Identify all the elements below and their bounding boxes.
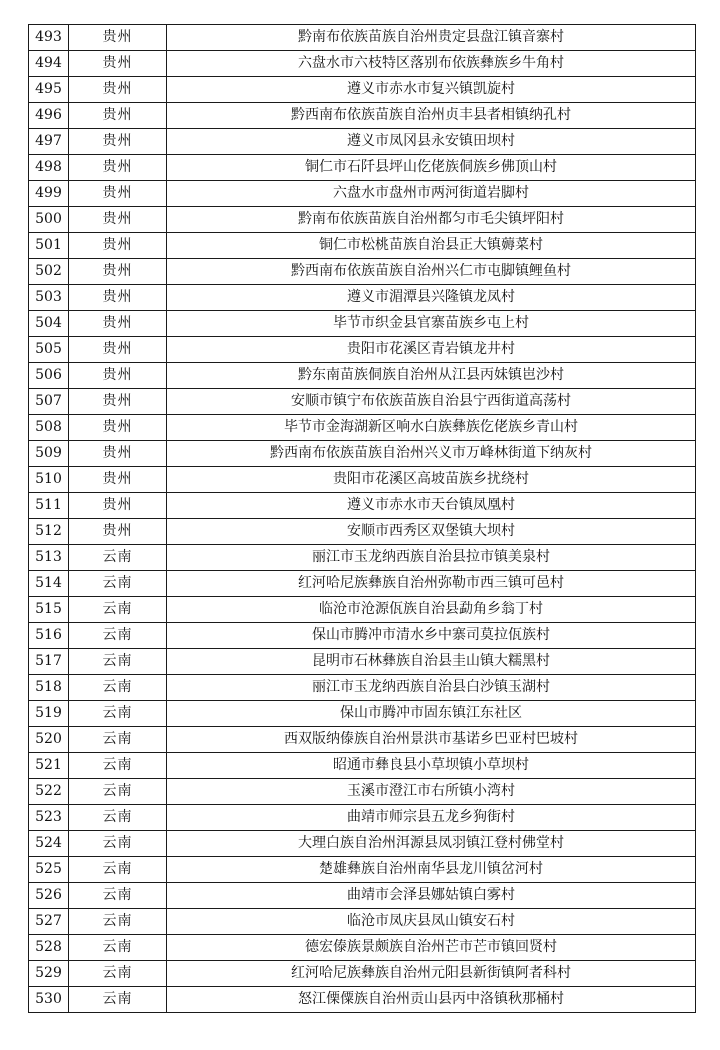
row-number-cell: 529 [29,961,69,987]
table-row [29,441,696,467]
row-number-cell: 504 [29,311,69,337]
village-name-cell: 铜仁市石阡县坪山仡佬族侗族乡佛顶山村 [167,155,696,181]
province-cell: 云南 [69,883,167,909]
village-name-cell: 保山市腾冲市固东镇江东社区 [167,701,696,727]
row-number-cell: 500 [29,207,69,233]
province-cell: 贵州 [69,519,167,545]
village-name-cell: 楚雄彝族自治州南华县龙川镇岔河村 [167,857,696,883]
province-cell: 云南 [69,649,167,675]
row-number-cell: 499 [29,181,69,207]
table-row [29,701,696,727]
province-cell: 贵州 [69,129,167,155]
row-number-cell: 522 [29,779,69,805]
table-row [29,77,696,103]
province-cell: 贵州 [69,207,167,233]
province-cell: 贵州 [69,155,167,181]
row-number-cell: 510 [29,467,69,493]
village-name-cell: 黔西南布依族苗族自治州兴义市万峰林街道下纳灰村 [167,441,696,467]
row-number-cell: 493 [29,25,69,51]
row-number-cell: 507 [29,389,69,415]
row-number-cell: 516 [29,623,69,649]
row-number-cell: 502 [29,259,69,285]
table-row [29,25,696,51]
province-cell: 云南 [69,857,167,883]
table-row [29,493,696,519]
table-row [29,259,696,285]
table-row [29,233,696,259]
province-cell: 云南 [69,675,167,701]
table-row [29,181,696,207]
row-number-cell: 520 [29,727,69,753]
table-row [29,961,696,987]
village-name-cell: 黔西南布依族苗族自治州兴仁市屯脚镇鲤鱼村 [167,259,696,285]
table-row [29,779,696,805]
row-number-cell: 513 [29,545,69,571]
village-name-cell: 西双版纳傣族自治州景洪市基诺乡巴亚村巴坡村 [167,727,696,753]
table-row [29,155,696,181]
row-number-cell: 530 [29,987,69,1013]
village-name-cell: 保山市腾冲市清水乡中寨司莫拉佤族村 [167,623,696,649]
row-number-cell: 521 [29,753,69,779]
table-row [29,103,696,129]
row-number-cell: 505 [29,337,69,363]
village-name-cell: 安顺市镇宁布依族苗族自治县宁西街道高荡村 [167,389,696,415]
row-number-cell: 509 [29,441,69,467]
village-name-cell: 昆明市石林彝族自治县圭山镇大糯黑村 [167,649,696,675]
province-cell: 贵州 [69,493,167,519]
village-name-cell: 玉溪市澄江市右所镇小湾村 [167,779,696,805]
village-name-cell: 曲靖市师宗县五龙乡狗街村 [167,805,696,831]
row-number-cell: 508 [29,415,69,441]
province-cell: 云南 [69,831,167,857]
row-number-cell: 515 [29,597,69,623]
table-row [29,935,696,961]
village-name-cell: 黔南布依族苗族自治州都匀市毛尖镇坪阳村 [167,207,696,233]
province-cell: 贵州 [69,25,167,51]
province-cell: 云南 [69,597,167,623]
village-name-cell: 红河哈尼族彝族自治州弥勒市西三镇可邑村 [167,571,696,597]
province-cell: 云南 [69,727,167,753]
row-number-cell: 526 [29,883,69,909]
row-number-cell: 524 [29,831,69,857]
row-number-cell: 527 [29,909,69,935]
village-name-cell: 六盘水市盘州市两河街道岩脚村 [167,181,696,207]
row-number-cell: 512 [29,519,69,545]
province-cell: 云南 [69,909,167,935]
province-cell: 贵州 [69,363,167,389]
table-row [29,675,696,701]
village-name-cell: 铜仁市松桃苗族自治县正大镇薅菜村 [167,233,696,259]
row-number-cell: 511 [29,493,69,519]
row-number-cell: 514 [29,571,69,597]
table-row [29,285,696,311]
row-number-cell: 523 [29,805,69,831]
table-row [29,909,696,935]
table-row [29,389,696,415]
table-row [29,207,696,233]
row-number-cell: 528 [29,935,69,961]
village-list-body [29,25,696,1013]
table-row [29,467,696,493]
village-name-cell: 丽江市玉龙纳西族自治县白沙镇玉湖村 [167,675,696,701]
province-cell: 云南 [69,571,167,597]
province-cell: 贵州 [69,285,167,311]
village-name-cell: 临沧市沧源佤族自治县勐角乡翁丁村 [167,597,696,623]
province-cell: 贵州 [69,233,167,259]
table-row [29,805,696,831]
village-name-cell: 黔东南苗族侗族自治州从江县丙妹镇岜沙村 [167,363,696,389]
village-name-cell: 临沧市凤庆县凤山镇安石村 [167,909,696,935]
province-cell: 贵州 [69,311,167,337]
province-cell: 贵州 [69,77,167,103]
province-cell: 云南 [69,753,167,779]
row-number-cell: 519 [29,701,69,727]
row-number-cell: 525 [29,857,69,883]
table-row [29,129,696,155]
province-cell: 云南 [69,623,167,649]
province-cell: 贵州 [69,259,167,285]
village-name-cell: 毕节市织金县官寨苗族乡屯上村 [167,311,696,337]
village-name-cell: 怒江傈僳族自治州贡山县丙中洛镇秋那桶村 [167,987,696,1013]
table-row [29,597,696,623]
row-number-cell: 497 [29,129,69,155]
table-row [29,519,696,545]
village-name-cell: 红河哈尼族彝族自治州元阳县新街镇阿者科村 [167,961,696,987]
table-row [29,883,696,909]
row-number-cell: 501 [29,233,69,259]
province-cell: 贵州 [69,389,167,415]
table-row [29,857,696,883]
village-name-cell: 毕节市金海湖新区响水白族彝族仡佬族乡青山村 [167,415,696,441]
village-name-cell: 贵阳市花溪区青岩镇龙井村 [167,337,696,363]
row-number-cell: 518 [29,675,69,701]
row-number-cell: 495 [29,77,69,103]
province-cell: 云南 [69,987,167,1013]
table-row [29,415,696,441]
village-name-cell: 安顺市西秀区双堡镇大坝村 [167,519,696,545]
village-name-cell: 黔南布依族苗族自治州贵定县盘江镇音寨村 [167,25,696,51]
village-name-cell: 遵义市赤水市天台镇凤凰村 [167,493,696,519]
province-cell: 云南 [69,701,167,727]
province-cell: 贵州 [69,337,167,363]
province-cell: 贵州 [69,181,167,207]
village-name-cell: 遵义市凤冈县永安镇田坝村 [167,129,696,155]
table-row [29,311,696,337]
village-list-table [28,24,696,1013]
village-name-cell: 大理白族自治州洱源县凤羽镇江登村佛堂村 [167,831,696,857]
province-cell: 云南 [69,779,167,805]
village-name-cell: 丽江市玉龙纳西族自治县拉市镇美泉村 [167,545,696,571]
row-number-cell: 494 [29,51,69,77]
table-row [29,337,696,363]
table-row [29,649,696,675]
village-name-cell: 黔西南布依族苗族自治州贞丰县者相镇纳孔村 [167,103,696,129]
table-row [29,571,696,597]
province-cell: 贵州 [69,467,167,493]
village-name-cell: 曲靖市会泽县娜姑镇白雾村 [167,883,696,909]
row-number-cell: 498 [29,155,69,181]
table-row [29,753,696,779]
row-number-cell: 503 [29,285,69,311]
province-cell: 贵州 [69,51,167,77]
table-row [29,545,696,571]
province-cell: 云南 [69,545,167,571]
village-name-cell: 六盘水市六枝特区落别布依族彝族乡牛角村 [167,51,696,77]
village-name-cell: 遵义市湄潭县兴隆镇龙凤村 [167,285,696,311]
province-cell: 贵州 [69,441,167,467]
table-row [29,51,696,77]
table-row [29,623,696,649]
table-row [29,363,696,389]
table-row [29,987,696,1013]
village-name-cell: 德宏傣族景颇族自治州芒市芒市镇回贤村 [167,935,696,961]
village-name-cell: 遵义市赤水市复兴镇凯旋村 [167,77,696,103]
row-number-cell: 517 [29,649,69,675]
province-cell: 云南 [69,805,167,831]
province-cell: 贵州 [69,415,167,441]
table-row [29,831,696,857]
province-cell: 云南 [69,961,167,987]
row-number-cell: 506 [29,363,69,389]
row-number-cell: 496 [29,103,69,129]
province-cell: 云南 [69,935,167,961]
village-name-cell: 贵阳市花溪区高坡苗族乡扰绕村 [167,467,696,493]
village-name-cell: 昭通市彝良县小草坝镇小草坝村 [167,753,696,779]
table-row [29,727,696,753]
province-cell: 贵州 [69,103,167,129]
